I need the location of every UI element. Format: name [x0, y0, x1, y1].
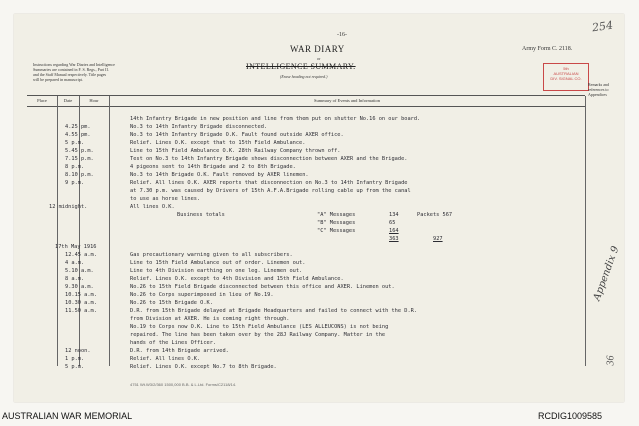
- column-place: Place: [27, 96, 57, 107]
- message-count: 65: [389, 220, 396, 226]
- remarks-column-header: [588, 82, 622, 97]
- entry-row: 9 p.m. Relief. All lines O.K. AXER reports that disconnection on No.3 to 14th Infantry Brigade: [65, 180, 408, 186]
- business-totals-label: Business totals: [177, 212, 225, 218]
- entry-row: 5.45 p.m. Line to 15th Field Ambulance O.K. 28th Railway Company thrown off.: [65, 148, 341, 154]
- entry-row: 8 a.m. Relief. Lines O.K. except to 4th Division and 15th Field Ambulance.: [65, 276, 344, 282]
- instructions-line: Instructions regarding War Diaries and Intelligence: [33, 62, 115, 67]
- column-summary: Summary of Events and Information: [109, 96, 585, 107]
- entry-row: 10.15 a.m. No.26 to Corps superimposed in lieu of No.19.: [65, 292, 274, 298]
- diary-table: [27, 95, 585, 376]
- handwritten-page-number: 254: [591, 18, 614, 35]
- entry-row: 7.15 p.m. Test on No.3 to 14th Infantry Brigade shows disconnection between AXER and the Brigade.: [65, 156, 408, 162]
- entry-row: 12.45 a.m. Gas precautionary warning given to all subscribers.: [65, 252, 293, 258]
- message-count: 164: [389, 228, 399, 234]
- entry-row: 12 noon. D.R. from 14th Brigade arrived.: [65, 348, 229, 354]
- entry-row: from Division at AXER. He is coming right through.: [130, 316, 290, 322]
- unit-stamp: [543, 63, 589, 91]
- message-type: "C" Messages: [317, 228, 356, 234]
- remarks-line: references to: [588, 87, 609, 92]
- instructions-line: and the Staff Manual respectively. Title pages: [33, 72, 107, 77]
- entry-row: hands of the Lines Officer.: [130, 340, 217, 346]
- column-hour: Hour: [79, 96, 109, 107]
- army-form-number: Army Form C. 2118.: [522, 46, 573, 52]
- entry-row: 5.10 a.m. Line to 4th Division earthing on one leg. Linemen out.: [65, 268, 303, 274]
- page-number: -16-: [337, 32, 347, 38]
- printer-imprint: 4751 Wt.W3/2/360 1500,000 B.B. & L.Ltd. Forms/C2118/14.: [130, 382, 237, 387]
- date-entry: 17th May 1916: [55, 244, 97, 250]
- archive-credit: AUSTRALIAN WAR MEMORIAL: [2, 411, 133, 421]
- page-title: WAR DIARY: [290, 44, 345, 54]
- archive-id: RCDIG1009585: [538, 411, 603, 421]
- entry-row: at 7.30 p.m. was caused by Drivers of 15th A.F.A.Brigade rolling cable up from the canal: [130, 188, 411, 194]
- entry-row: 9.30 a.m. No.26 to 15th Field Brigade disconnected between this office and AXER. Linemen out.: [65, 284, 395, 290]
- message-count: 134: [389, 212, 399, 218]
- remarks-line: Appendices: [588, 92, 607, 97]
- packets-count: Packets 567: [417, 212, 453, 218]
- entry-row: 8.10 p.m. No.3 to 14th Brigade O.K. Fault removed by AXER linemen.: [65, 172, 309, 178]
- entry-row: 11.50 a.m. D.R. from 15th Brigade delayed at Brigade Headquarters and failed to connect with the D.R.: [65, 308, 418, 314]
- entry-row: 10.30 a.m. No.26 to 15th Brigade O.K.: [65, 300, 213, 306]
- entry-row: 8 p.m. 4 pigeons sent to 14th Brigade and 2 to 8th Brigade.: [65, 164, 296, 170]
- page-subtitle: INTELLIGENCE SUMMARY.: [246, 62, 356, 71]
- side-annotation: 36: [605, 355, 617, 366]
- grand-total: 927: [433, 236, 443, 242]
- appendix-annotation: Appendix 9: [591, 244, 622, 303]
- entry-row: 4.25 pm. No.3 to 14th Infantry Brigade disconnected.: [65, 124, 268, 130]
- erase-note: (Erase heading not required.): [280, 74, 328, 79]
- title-or: or: [317, 56, 321, 61]
- entry-row: 12 midnight. All lines O.K.: [49, 204, 175, 210]
- entry-row: 14th Infantry Brigade in new position and line from them put on shutter No.16 on our board.: [130, 116, 421, 122]
- stamp-line: DIV. SIGNAL CO.: [550, 76, 582, 81]
- instructions-block: [33, 62, 183, 82]
- entry-row: 5 p.m. Relief. Lines O.K. except that to 15th Field Ambulance.: [65, 140, 306, 146]
- stamp-line: 5th: [563, 66, 569, 71]
- entry-row: repaired. The line has been taken over by the 28J Railway Company. Matter in the: [130, 332, 386, 338]
- entry-row: No.19 to Corps now O.K. Line to 15th Field Ambulance (LES ALLEUCONS) is not being: [130, 324, 389, 330]
- entry-row: 4 a.m. Line to 15th Field Ambulance out of order. Linemen out.: [65, 260, 306, 266]
- instructions-line: will be prepared in manuscript.: [33, 77, 83, 82]
- stamp-line: AUSTRALIAN: [553, 71, 579, 76]
- message-type: "A" Messages: [317, 212, 356, 218]
- remarks-line: Remarks and: [588, 82, 609, 87]
- entry-row: to use as horse lines.: [130, 196, 201, 202]
- column-date: Date: [57, 96, 79, 107]
- message-type: "B" Messages: [317, 220, 356, 226]
- instructions-line: Summaries are contained in F. S. Regs., Part II.: [33, 67, 109, 72]
- entry-row: 5 p.m. Relief. Lines O.K. except No.7 to 8th Brigade.: [65, 364, 277, 370]
- entry-row: 1 p.m. Relief. All lines O.K.: [65, 356, 201, 362]
- column-divider: [585, 96, 586, 366]
- entry-row: 4.55 pm. No.3 to 14th Infantry Brigade O.K. Fault found outside AXER office.: [65, 132, 344, 138]
- messages-total: 363: [389, 236, 399, 242]
